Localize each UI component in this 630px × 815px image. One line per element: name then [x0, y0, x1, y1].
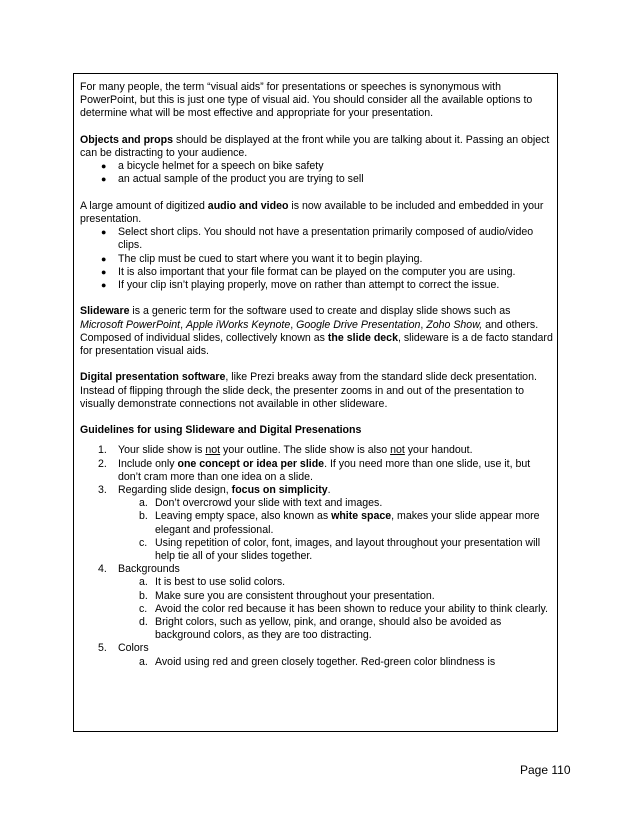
item-number: 4. — [98, 563, 107, 576]
page-number: Page 110 — [520, 763, 571, 777]
separator: , — [180, 318, 186, 331]
audio-paragraph — [80, 200, 554, 226]
item-text: Include only — [118, 457, 178, 470]
item-text: It is best to use solid colors. — [155, 576, 286, 589]
list-item: ● an actual sample of the product you are trying to sell — [80, 173, 554, 186]
item-number: 5. — [98, 642, 107, 655]
objects-text: should be displayed at the front while you are talking about it. Passing an object can be distracting to your audience. — [80, 133, 550, 159]
list-item — [80, 563, 554, 576]
slide-deck-term: the slide deck — [327, 331, 398, 344]
content-box — [73, 73, 558, 732]
product-name: Google Drive Presentation — [296, 318, 421, 331]
audio-text-post: is now available to be included and embedded in your presentation. — [80, 199, 544, 225]
slideware-text: , slideware is a de facto standard for presentation visual aids. — [80, 331, 553, 358]
item-text: your handout. — [404, 444, 473, 457]
digital-paragraph — [80, 371, 554, 411]
item-text: . — [327, 484, 331, 497]
list-item — [80, 458, 554, 484]
sub-list-item — [80, 497, 554, 510]
item-text: your outline. The slide show is also — [220, 444, 391, 457]
item-number: 2. — [98, 457, 107, 470]
sub-list-item — [80, 616, 554, 642]
digital-term: Digital presentation software — [80, 371, 226, 384]
list-item: ● The clip must be cued to start where you want it to begin playing. — [80, 253, 554, 266]
list-item — [80, 444, 554, 457]
item-text: Regarding slide design, — [118, 484, 232, 497]
guidelines-heading: Guidelines for using Slideware and Digital Presenations — [80, 424, 362, 437]
list-item: ● It is also important that your file format can be played on the computer you are using. — [80, 266, 554, 279]
list-item: ● Select short clips. You should not have a presentation primarily composed of audio/video clips. — [80, 226, 554, 252]
item-text: Backgrounds — [118, 563, 180, 576]
objects-paragraph — [80, 134, 554, 160]
item-letter: a. — [139, 576, 148, 589]
sub-list-item — [80, 576, 554, 589]
item-letter: a. — [139, 655, 148, 668]
audio-term: audio and video — [207, 199, 289, 212]
item-text: Don’t overcrowd your slide with text and images. — [155, 497, 383, 510]
emphasis: focus on simplicity — [231, 484, 328, 497]
item-text: Your slide show is — [118, 444, 206, 457]
emphasis: not — [390, 444, 405, 457]
emphasis: one concept or idea per slide — [177, 457, 325, 470]
objects-term: Objects and props — [80, 133, 174, 146]
item-letter: c. — [139, 602, 148, 615]
emphasis: not — [205, 444, 221, 457]
item-letter: c. — [139, 536, 148, 549]
separator: , — [420, 318, 427, 331]
separator: , — [290, 318, 297, 331]
emphasis: white space — [331, 510, 392, 523]
list-item: ● a bicycle helmet for a speech on bike safety — [80, 160, 554, 173]
item-letter: b. — [139, 589, 148, 602]
audio-text-pre: A large amount of digitized — [80, 199, 208, 212]
slideware-term: Slideware — [80, 305, 130, 318]
item-text: . If you need more than one slide, use it, but don’t cram more than one idea on a slide. — [118, 457, 531, 483]
product-name: Microsoft PowerPoint — [80, 318, 181, 331]
sub-list-item — [80, 510, 554, 536]
document-body — [80, 81, 554, 669]
product-name: Apple iWorks Keynote — [185, 318, 291, 331]
item-number: 1. — [98, 444, 107, 457]
item-text: Make sure you are consistent throughout your presentation. — [155, 589, 435, 602]
sub-list-item — [80, 656, 554, 669]
item-text: Bright colors, such as yellow, pink, and orange, should also be avoided as background colors, as they are too distracting. — [155, 616, 502, 642]
slideware-text: and others. Composed of individual slides, collectively known as — [80, 318, 539, 344]
item-letter: a. — [139, 497, 148, 510]
item-letter: d. — [139, 616, 148, 629]
item-text: Using repetition of color, font, images, and layout throughout your presentation will help tie all of your slides together. — [155, 536, 541, 563]
item-text: Colors — [118, 642, 149, 655]
intro-paragraph: For many people, the term “visual aids” for presentations or speeches is synonymous with PowerPoint, but this is just one type of visual aid. You should consider all the available options to determine what will be most effective and appropriate for your presentation. — [80, 81, 533, 120]
item-text: Leaving empty space, also known as — [155, 510, 332, 523]
list-item — [80, 642, 554, 655]
sub-list-item — [80, 603, 554, 616]
item-text: , makes your slide appear more elegant and professional. — [155, 510, 540, 536]
product-name: Zoho Show, — [426, 318, 483, 331]
slideware-text: is a generic term for the software used to create and display slide shows such as — [129, 305, 511, 318]
sub-list-item — [80, 537, 554, 563]
list-item — [80, 484, 554, 497]
item-text: Avoid using red and green closely together. Red-green color blindness is — [155, 655, 496, 668]
slideware-paragraph — [80, 305, 554, 358]
list-item: ● If your clip isn’t playing properly, move on rather than attempt to correct the issue. — [80, 279, 554, 292]
sub-list-item — [80, 590, 554, 603]
item-letter: b. — [139, 510, 148, 523]
item-number: 3. — [98, 484, 107, 497]
digital-text: , like Prezi breaks away from the standard slide deck presentation. Instead of flipping through the slide deck, the presenter zooms in and out of the presentation to visually demonstrate connections not available in other slideware. — [80, 371, 537, 410]
item-text: Avoid the color red because it has been shown to reduce your ability to think clearly. — [155, 602, 548, 615]
